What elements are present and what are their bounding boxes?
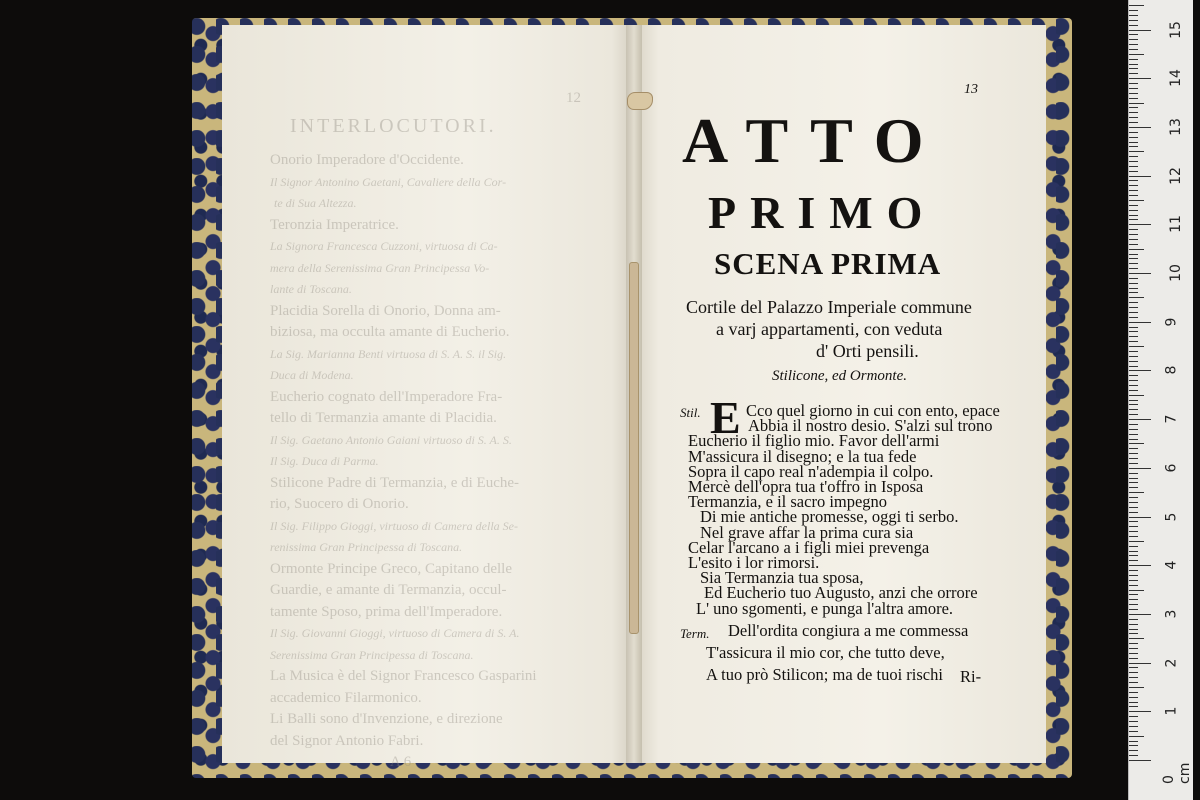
ruler-tick [1129,356,1138,357]
ruler-tick [1129,692,1138,693]
ruler-tick [1129,424,1138,425]
ruler-tick [1129,487,1138,488]
left-page-line: Eucherio cognato dell'Imperadore Fra- [270,388,503,405]
ruler-tick [1129,30,1151,31]
verse-line: Celar l'arcano a i figli miei prevenga [688,537,930,557]
ruler-tick [1129,288,1138,289]
verse-line: A tuo prò Stilicon; ma de tuoi rischi [706,665,943,684]
ruler-tick [1129,88,1138,89]
ruler-tick [1129,517,1151,518]
ruler-tick [1129,54,1144,55]
ruler-tick [1129,702,1138,703]
verse-line: Sia Termanzia tua sposa, [700,568,864,588]
ruler-tick [1129,151,1144,152]
verse-line: Nel grave affar la prima cura sia [700,522,914,542]
ruler-tick [1129,502,1138,503]
ruler-tick [1129,565,1151,566]
ruler-number: 9 [1163,317,1180,327]
speaker-label: Stil. [680,405,701,420]
ruler-tick [1129,93,1138,94]
ruler-tick [1129,258,1138,259]
ruler-tick [1129,512,1138,513]
ruler-tick [1129,15,1138,16]
scene-setting-line: a varj appartamenti, con veduta [716,319,943,339]
left-page-line: Il Sig. Gaetano Antonio Gaiani virtuoso di S. A. S. [270,432,512,447]
scene-heading: SCENA PRIMA [714,246,942,281]
verse-line: L' uno sgomenti, e punga l'altra amore. [696,598,954,618]
ruler-tick [1129,750,1138,751]
ruler-tick [1129,341,1138,342]
ruler-tick [1129,244,1138,245]
verse-line: T'assicura il mio cor, che tutto deve, [706,643,945,662]
ruler-number: 3 [1163,609,1180,619]
left-page-line: renissima Gran Principessa di Toscana. [270,540,463,554]
ruler-tick [1129,711,1151,712]
ruler-number: 4 [1163,560,1180,570]
ruler-tick [1129,590,1144,591]
ruler-tick [1129,653,1138,654]
ruler-tick [1129,78,1151,79]
ruler-tick [1129,25,1138,26]
verse-line: Ed Eucherio tuo Augusto, anzi che orrore [704,583,978,603]
ruler-tick [1129,370,1151,371]
ruler-tick [1129,361,1138,362]
left-page-title: INTERLOCUTORI. [290,115,497,137]
ruler-tick [1129,59,1138,60]
ruler-tick [1129,667,1138,668]
ruler-tick [1129,302,1138,303]
ruler-tick [1129,366,1138,367]
ruler-tick [1129,400,1138,401]
ruler-tick [1129,706,1138,707]
ruler-tick [1129,278,1138,279]
ruler-tick [1129,755,1138,756]
ruler-tick [1129,137,1138,138]
ruler-tick [1129,716,1138,717]
ruler-number: 1 [1163,706,1180,716]
left-page-line: rio, Suocero di Onorio. [270,496,409,512]
left-page-line: tello di Termanzia amante di Placidia. [270,410,497,426]
ruler-tick [1129,39,1138,40]
ruler-tick [1129,570,1138,571]
ruler-tick [1129,619,1138,620]
left-page-line: te di Sua Altezza. [274,196,357,210]
ruler-tick [1129,132,1138,133]
ruler-tick [1129,112,1138,113]
verse-line: Dell'ordita congiura a me commessa [728,621,969,640]
ruler-tick [1129,594,1138,595]
left-page-line: Serenissima Gran Principessa di Toscana. [270,647,474,662]
ruler-tick [1129,507,1138,508]
left-page-line: Il Signor Antonino Gaetani, Cavaliere della Cor- [270,174,507,189]
scene-setting-line: d' Orti pensili. [816,341,919,361]
ruler-tick [1129,161,1138,162]
ruler-tick [1129,609,1138,610]
ruler-tick [1129,166,1138,167]
ruler-tick [1129,531,1138,532]
ruler-tick [1129,156,1138,157]
verse-line: Di mie antiche promesse, oggi ti serbo. [700,507,959,527]
ruler-tick [1129,473,1138,474]
ruler-tick [1129,283,1138,284]
verse-line: Eucherio il figlio mio. Favor dell'armi [688,431,940,451]
binding-knot [627,92,653,110]
ruler-tick [1129,629,1138,630]
ruler-tick [1129,580,1138,581]
ruler-tick [1129,234,1138,235]
ruler-tick [1129,64,1138,65]
ruler-tick [1129,614,1151,615]
speaker-label: Term. [680,626,710,641]
left-page-line: A 6 [390,754,412,770]
ruler-number: 10 [1167,264,1184,282]
ruler-tick [1129,741,1138,742]
ruler-tick [1129,312,1138,313]
ruler-tick [1129,555,1138,556]
ruler-tick [1129,34,1138,35]
ruler-tick [1129,68,1138,69]
ruler-tick [1129,760,1151,761]
ruler-tick [1129,322,1151,323]
ruler-tick [1129,122,1138,123]
ruler-number: 2 [1163,658,1180,668]
ruler-tick [1129,297,1144,298]
verse-line: Termanzia, e il sacro impegno [688,492,888,512]
ruler-tick [1129,575,1138,576]
ruler-tick [1129,726,1138,727]
ruler-tick [1129,672,1138,673]
ruler-tick [1129,219,1138,220]
left-page-line: Il Sig. Duca di Parma. [270,454,379,468]
ruler-tick [1129,263,1138,264]
ruler-tick [1129,336,1138,337]
ruler-tick [1129,687,1144,688]
ruler-tick [1129,478,1138,479]
left-page-line: Ormonte Principe Greco, Capitano delle [270,560,513,577]
ruler-tick [1129,215,1138,216]
ruler-tick [1129,453,1138,454]
ruler-tick [1129,463,1138,464]
left-page-line: accademico Filarmonico. [270,689,422,706]
ruler-tick [1129,745,1138,746]
ruler-tick [1129,83,1138,84]
left-page-line: Onorio Imperadore d'Occidente. [270,152,464,168]
ruler-tick [1129,682,1138,683]
ruler-tick [1129,541,1144,542]
left-page-line: La Sig. Marianna Benti virtuosa di S. A. S. il Sig. [270,346,507,361]
left-page-line: Teronzia Imperatrice. [270,216,399,233]
ruler-tick [1129,180,1138,181]
ruler-tick [1129,404,1138,405]
ruler-tick [1129,127,1151,128]
ruler-tick [1129,375,1138,376]
ruler-tick [1129,658,1138,659]
verse-line: Abbia il nostro desio. S'alzi sul trono [748,416,993,436]
ruler-tick [1129,49,1138,50]
ruler-tick [1129,171,1138,172]
verse-line: Cco quel giorno in cui con ento, epace [746,401,1000,420]
left-page-line: tamente Sposo, prima dell'Imperadore. [270,603,503,620]
ruler-tick [1129,351,1138,352]
ruler-tick [1129,560,1138,561]
ruler-tick [1129,497,1138,498]
left-page-line: Stilicone Padre di Termanzia, e di Euche- [270,474,520,491]
ruler-tick [1129,648,1138,649]
left-page-line: Il Sig. Filippo Gioggi, virtuoso di Camera della Se- [270,518,518,533]
ruler-tick [1129,546,1138,547]
left-page-line: Placidia Sorella di Onorio, Donna am- [270,302,501,319]
ruler-tick [1129,736,1144,737]
left-page-line: La Signora Francesca Cuzzoni, virtuosa di Ca- [270,239,498,253]
ruler-unit-label: 0 cm [1161,762,1193,784]
ruler-tick [1129,526,1138,527]
left-page-line: del Signor Antonio Fabri. [270,732,424,749]
ruler-tick [1129,239,1138,240]
ruler-tick [1129,633,1138,634]
ruler-tick [1129,107,1138,108]
ruler-tick [1129,604,1138,605]
verse-line: Sopra il capo real n'adempia il colpo. [688,461,934,481]
ruler-tick [1129,10,1138,11]
ruler-tick [1129,419,1151,420]
ruler-tick [1129,521,1138,522]
ruler-tick [1129,482,1138,483]
ruler-number: 5 [1163,512,1180,521]
left-page-line: Guardie, e amante di Termanzia, occul- [270,582,507,598]
ruler-tick [1129,195,1138,196]
ruler-number: 14 [1167,69,1184,88]
ruler-number: 11 [1167,215,1184,234]
left-page-line: Li Balli sono d'Invenzione, e direzione [270,711,503,727]
ruler-tick [1129,414,1138,415]
ruler-tick [1129,117,1138,118]
ruler-tick [1129,721,1138,722]
right-page-number: 13 [964,82,978,97]
left-page-number: 12 [566,90,581,106]
ruler-tick [1129,638,1144,639]
ruler-number: 13 [1167,117,1184,136]
ruler-tick [1129,317,1138,318]
ruler-number: 7 [1163,414,1180,424]
ruler-tick [1129,390,1138,391]
verse-line: M'assicura il disegno; e la tua fede [688,446,917,466]
ruler-tick [1129,643,1138,644]
ruler-tick [1129,142,1138,143]
ruler-tick [1129,468,1151,469]
ruler-tick [1129,443,1144,444]
ruler-tick [1129,103,1144,104]
ruler-tick [1129,98,1138,99]
ruler-tick [1129,210,1138,211]
ruler-tick [1129,5,1144,6]
act-number-heading: PRIMO [708,187,937,238]
measurement-ruler [1128,0,1193,800]
ruler-tick [1129,380,1138,381]
ruler-tick [1129,697,1138,698]
ruler-tick [1129,190,1138,191]
ruler-tick [1129,331,1138,332]
ruler-tick [1129,346,1144,347]
ruler-tick [1129,44,1138,45]
ruler-tick [1129,73,1138,74]
ruler-tick [1129,536,1138,537]
ruler-tick [1129,434,1138,435]
verse-line: L'esito i lor rimorsi. [688,553,820,572]
ruler-tick [1129,185,1138,186]
scene-setting-line: Cortile del Palazzo Imperiale commune [686,297,972,317]
ruler-tick [1129,146,1138,147]
ruler-tick [1129,273,1151,274]
act-heading: ATTO [682,105,946,176]
catchword: Ri- [960,667,982,686]
ruler-tick [1129,292,1138,293]
ruler-tick [1129,731,1138,732]
ruler-number: 6 [1163,463,1180,473]
ruler-tick [1129,624,1138,625]
ruler-tick [1129,492,1144,493]
ruler-tick [1129,205,1138,206]
ruler-tick [1129,599,1138,600]
ruler-tick [1129,677,1138,678]
ruler-tick [1129,458,1138,459]
ruler-tick [1129,448,1138,449]
ruler-tick [1129,176,1151,177]
left-page-line: Il Sig. Giovanni Gioggi, virtuoso di Camera di S. A. [270,626,520,640]
ruler-tick [1129,307,1138,308]
ruler-tick [1129,395,1144,396]
verse-line: Mercè dell'opra tua t'offro in Isposa [688,477,924,496]
drop-cap: E [710,392,741,443]
ruler-number: 12 [1167,166,1184,185]
scene-characters: Stilicone, ed Ormonte. [772,368,907,384]
ruler-tick [1129,249,1144,250]
ruler-tick [1129,200,1144,201]
ruler-tick [1129,268,1138,269]
left-page-line: lante di Toscana. [270,282,352,296]
ruler-tick [1129,229,1138,230]
ruler-number: 15 [1167,20,1184,39]
left-page-line: La Musica è del Signor Francesco Gasparini [270,668,537,684]
binding-thread [629,262,639,634]
ruler-tick [1129,224,1151,225]
ruler-tick [1129,439,1138,440]
ruler-tick [1129,409,1138,410]
ruler-number: 8 [1163,365,1180,375]
ruler-tick [1129,385,1138,386]
ruler-tick [1129,551,1138,552]
left-page-line: biziosa, ma occulta amante di Eucherio. [270,324,510,340]
ruler-tick [1129,585,1138,586]
left-page-line: mera della Serenissima Gran Principessa Vo- [270,260,490,275]
ruler-tick [1129,327,1138,328]
ruler-tick [1129,254,1138,255]
ruler-tick [1129,429,1138,430]
ruler-tick [1129,663,1151,664]
left-page-line: Duca di Modena. [270,368,354,382]
ruler-tick [1129,20,1138,21]
